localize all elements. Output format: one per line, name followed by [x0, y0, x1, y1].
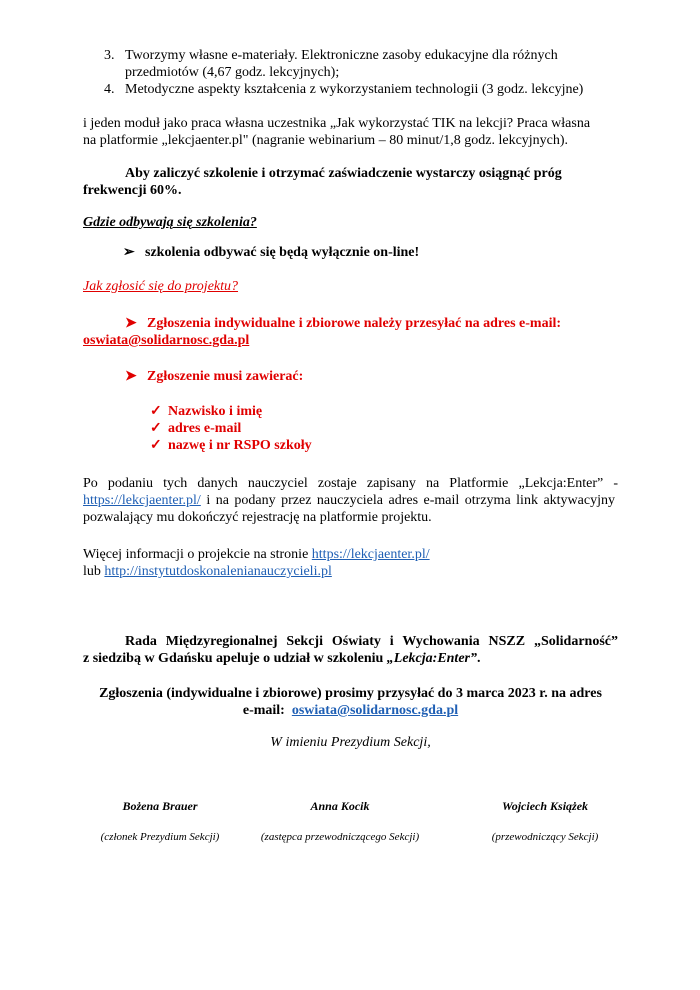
deadline-line	[83, 702, 618, 719]
deadline-text: e-mail:	[242, 703, 292, 718]
registration-line	[83, 492, 618, 509]
how-heading: Jak zgłosić się do projektu?	[83, 279, 239, 294]
checkmark-icon: ✓	[150, 438, 162, 453]
institute-link[interactable]: http://instytutdoskonalenianauczycieli.pl	[104, 564, 332, 579]
how-item	[125, 315, 561, 332]
appeal-line: Rada Międzyregionalnej Sekcji Oświaty i Wychowania NSZZ „Solidarność”	[125, 634, 618, 649]
where-heading: Gdzie odbywają się szkolenia?	[83, 215, 257, 230]
requirement-item	[150, 437, 312, 454]
signature-name: Wojciech Książek	[501, 799, 589, 813]
where-item	[123, 244, 419, 261]
where-text: szkolenia odbywać się będą wyłącznie on-line!	[145, 245, 420, 260]
signature-role: (przewodniczący Sekcji)	[491, 831, 599, 843]
signature-role: (zastępca przewodniczącego Sekcji)	[260, 831, 420, 843]
appeal-line	[83, 650, 481, 667]
appeal-text: .	[477, 651, 481, 666]
appeal-text: z siedzibą w Gdańsku apeluje o udział w szkoleniu	[83, 651, 387, 666]
checkmark-icon: ✓	[150, 404, 162, 419]
closing: W imieniu Prezydium Sekcji,	[270, 735, 431, 750]
signature-role: (członek Prezydium Sekcji)	[100, 831, 220, 843]
platform-name: „Lekcja:Enter”	[386, 651, 477, 666]
email-link[interactable]: oswiata@solidarnosc.gda.pl	[291, 703, 459, 718]
more-info-text: lub	[83, 564, 105, 579]
registration-text: i na podany przez nauczyciela adres e-mail otrzyma link aktywacyjny	[200, 493, 615, 508]
lekcjaenter-link[interactable]: https://lekcjaenter.pl/	[311, 547, 430, 562]
more-info-line	[83, 546, 430, 563]
list-number: 4.	[104, 82, 115, 97]
registration-line: Po podaniu tych danych nauczyciel zostaje zapisany na Platformie „Lekcja:Enter” -	[83, 476, 618, 491]
arrow-icon: ➤	[125, 316, 137, 331]
requirement-item	[150, 420, 241, 437]
more-info-line	[83, 563, 332, 580]
more-info-text: Więcej informacji o projekcie na stronie	[83, 547, 312, 562]
list-text: przedmiotów (4,67 godz. lekcyjnych);	[125, 65, 340, 80]
requirement-text: adres e-mail	[168, 421, 242, 436]
signature-name: Anna Kocik	[310, 799, 370, 813]
checkmark-icon: ✓	[150, 421, 162, 436]
arrow-icon: ➤	[125, 369, 137, 384]
how-item	[125, 368, 303, 385]
attendance-line: frekwencji 60%.	[83, 183, 182, 198]
email-link[interactable]: oswiata@solidarnosc.gda.pl	[83, 333, 250, 348]
requirement-text: nazwę i nr RSPO szkoły	[168, 438, 312, 453]
module-line: na platformie „lekcjaenter.pl" (nagranie webinarium – 80 minut/1,8 godz. lekcyjnych).	[83, 133, 569, 148]
list-number: 3.	[104, 48, 115, 63]
registration-line: pozwalający mu dokończyć rejestrację na platformie projektu.	[83, 510, 432, 525]
how-text: Zgłoszenia indywidualne i zbiorowe należy przesyłać na adres e-mail:	[147, 316, 562, 331]
attendance-line: Aby zaliczyć szkolenie i otrzymać zaświadczenie wystarczy osiągnąć próg	[125, 166, 562, 181]
deadline-line: Zgłoszenia (indywidualne i zbiorowe) prosimy przysyłać do 3 marca 2023 r. na adres	[99, 686, 602, 701]
lekcjaenter-link[interactable]: https://lekcjaenter.pl/	[83, 493, 201, 508]
requirement-item	[150, 403, 262, 420]
how-text: Zgłoszenie musi zawierać:	[147, 369, 304, 384]
requirement-text: Nazwisko i imię	[168, 404, 263, 419]
signature-name: Bożena Brauer	[122, 799, 198, 813]
arrow-icon: ➢	[123, 245, 135, 260]
module-line: i jeden moduł jako praca własna uczestnika „Jak wykorzystać TIK na lekcji? Praca własna	[83, 116, 591, 131]
list-text: Metodyczne aspekty kształcenia z wykorzystaniem technologii (3 godz. lekcyjne)	[125, 82, 584, 97]
list-text: Tworzymy własne e-materiały. Elektroniczne zasoby edukacyjne dla różnych	[125, 48, 558, 63]
